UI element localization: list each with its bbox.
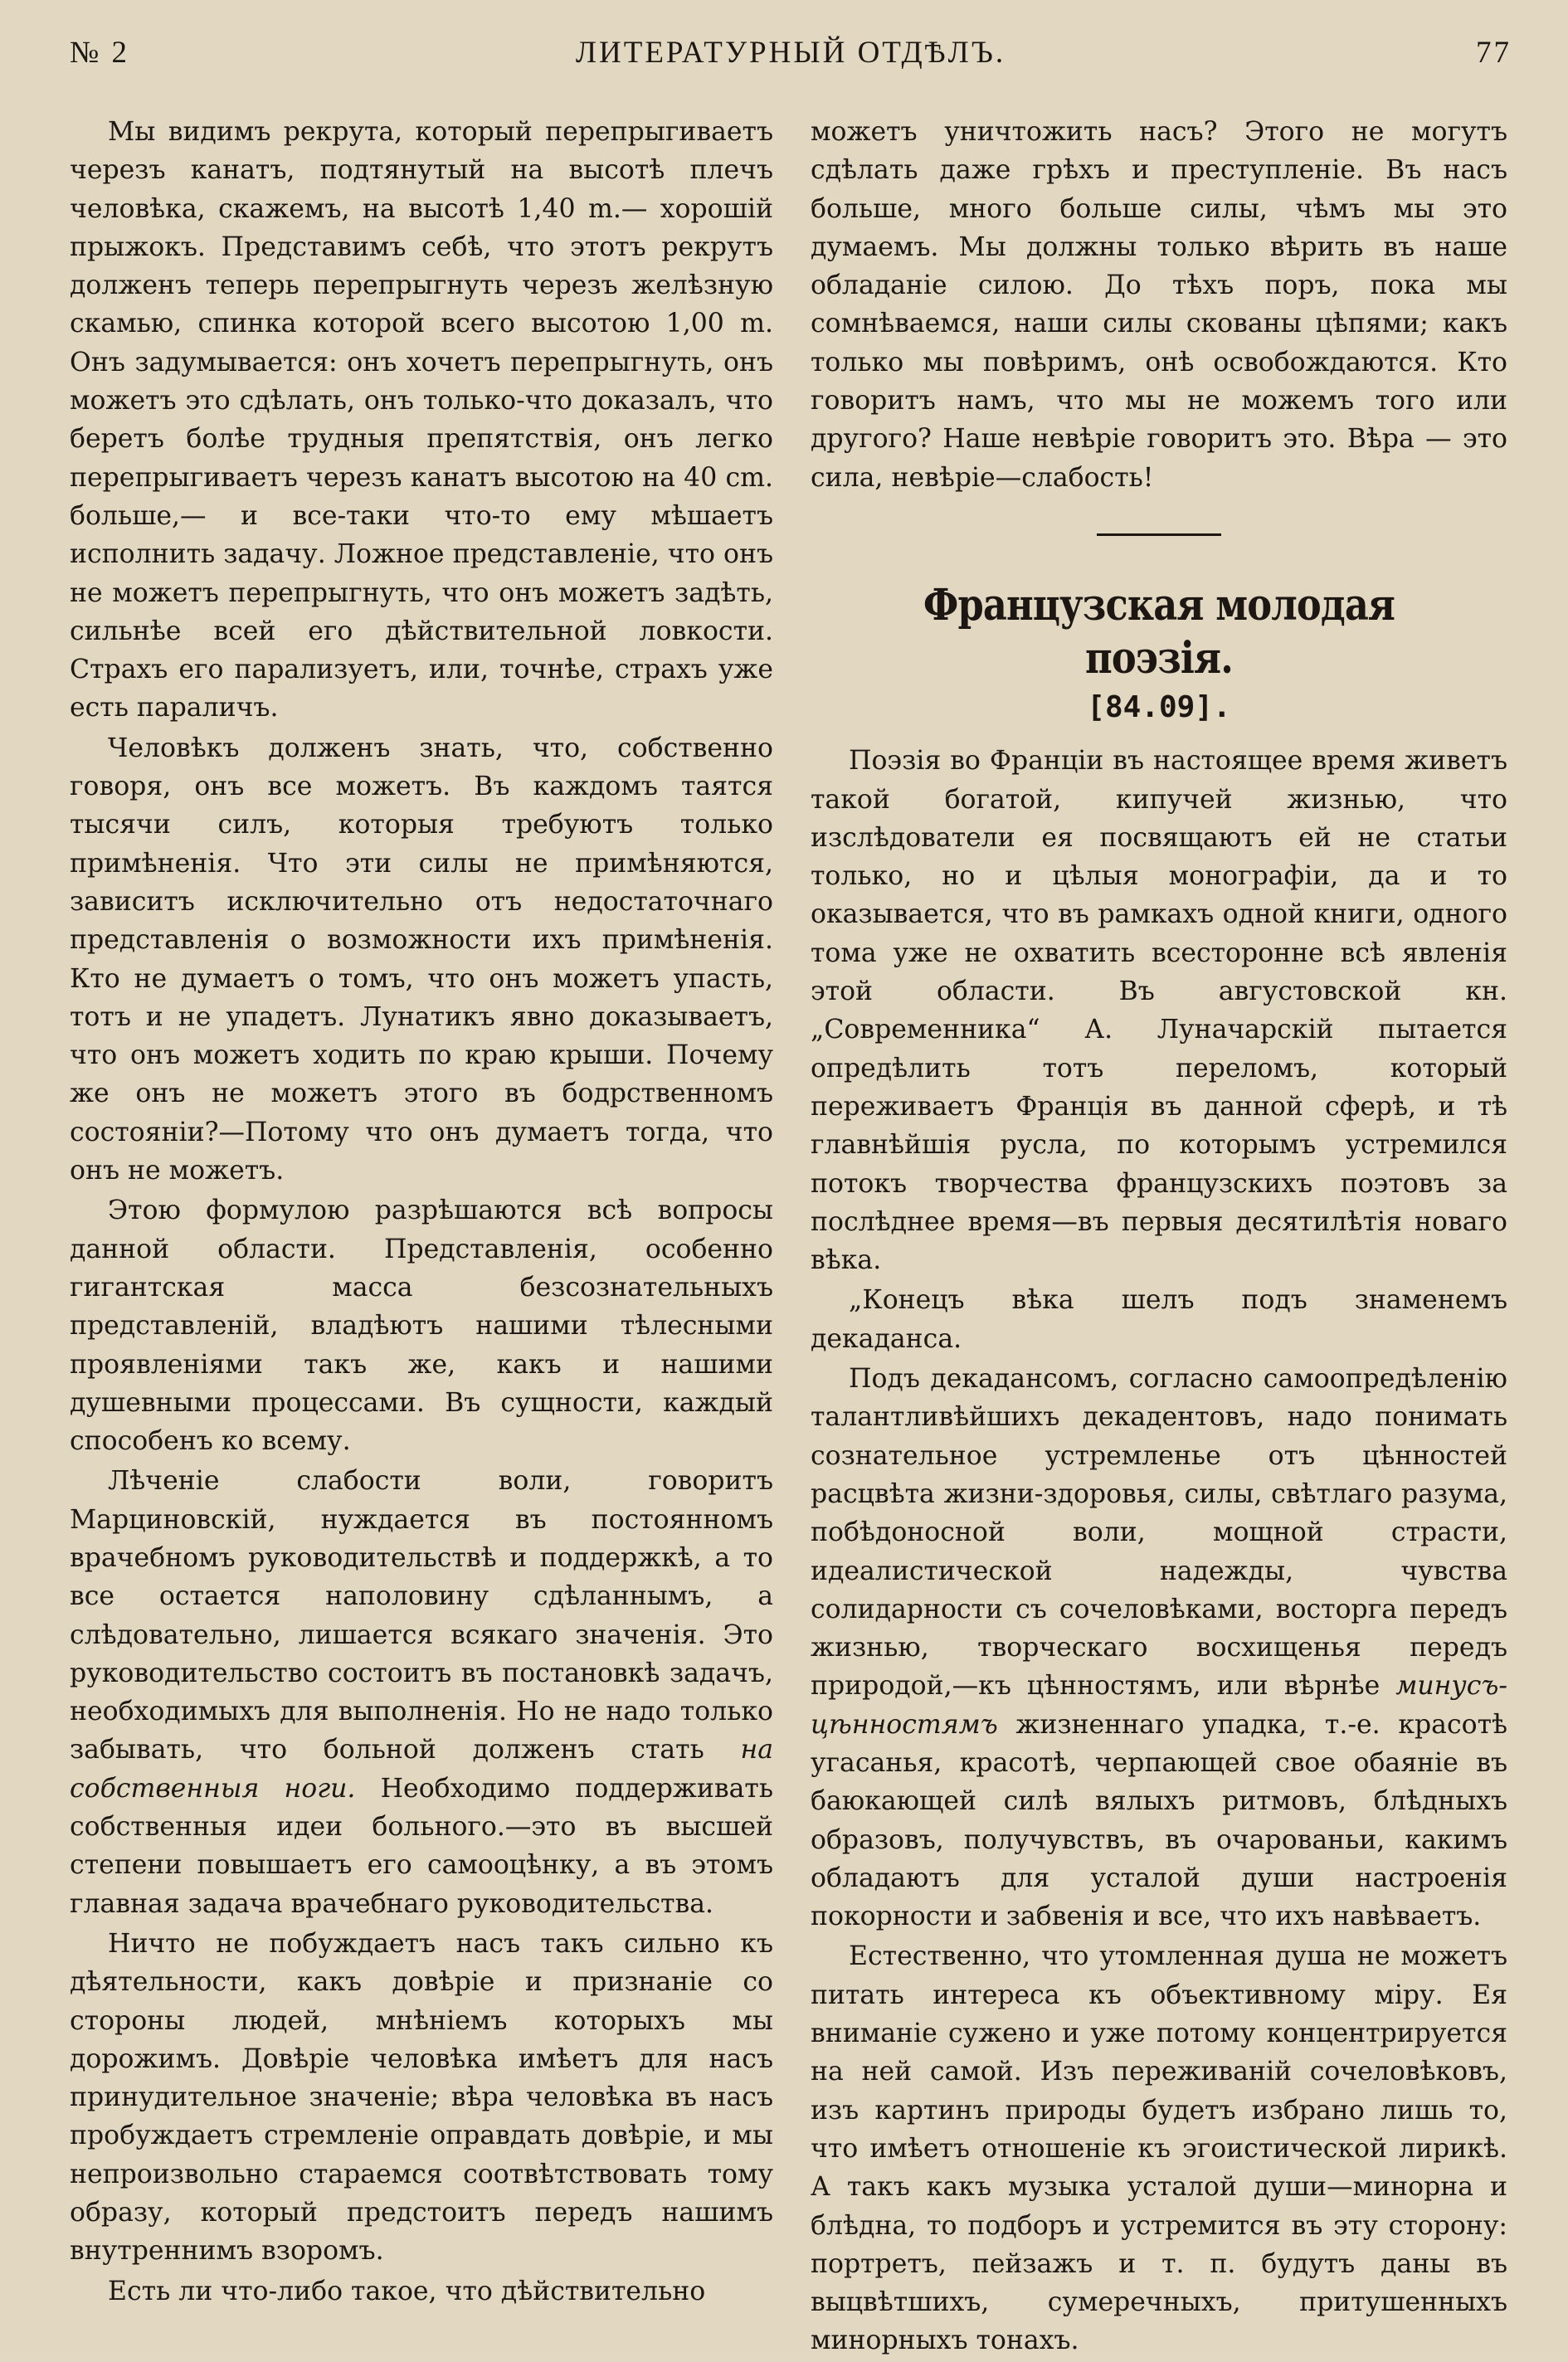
paragraph: Естественно, что утомленная душа не можетъ питать интереса къ объективному міру. Ея вниманіе сужено и уже потому концентрируется на ней самой. Изъ переживаній сочеловѣковъ, изъ картинъ природы будетъ избрано лишь то, что имѣетъ отношеніе къ эгоистической лирикѣ. А такъ какъ музыка усталой души—минорна и блѣдна, то подборъ и устремится въ эту сторону: портретъ, пейзажъ и т. п. будутъ даны въ выцвѣтшихъ, сумеречныхъ, притушенныхъ минорныхъ тонахъ.	[811, 1941, 1507, 2356]
paragraph: можетъ уничтожить насъ? Этого не могутъ сдѣлать даже грѣхъ и преступленіе. Въ насъ больше, много больше силы, чѣмъ мы это думаемъ. Мы должны только вѣрить въ наше обладаніе силою. До тѣхъ поръ, пока мы сомнѣваемся, наши силы скованы цѣпями; какъ только мы повѣримъ, онѣ освобождаются. Кто говоритъ намъ, что мы не можемъ того или другого? Наше невѣріе говоритъ это. Вѣра — это сила, невѣріе—слабость!	[811, 117, 1507, 493]
page-number: 77	[1476, 36, 1512, 70]
emphasis-text: на собственныя ноги.	[70, 1735, 773, 1804]
running-header	[70, 35, 1512, 76]
paragraph: „Конецъ вѣка шелъ подъ знаменемъ декаданса.	[811, 1285, 1507, 1354]
paragraph	[70, 1462, 773, 1923]
section-divider	[1097, 533, 1221, 536]
paragraph: Поэзія во Франціи въ настоящее время живетъ такой богатой, кипучей жизнью, что изслѣдователи ея посвящаютъ ей не статьи только, но и цѣлыя монографіи, да и то оказывается, что въ рамкахъ одной книги, одного тома уже не охватить всесторонне всѣ явленія этой области. Въ августовской кн. „Современника“ А. Луначарскій пытается опредѣлить тотъ переломъ, который переживаетъ Франція въ данной сферѣ, и тѣ главнѣйшія русла, по которымъ устремился потокъ творчества французскихъ поэтовъ за послѣднее время—въ первыя десятилѣтія новаго вѣка.	[811, 746, 1507, 1276]
paragraph: Этою формулою разрѣшаются всѣ вопросы данной области. Представленія, особенно гигантская масса безсознательныхъ представленій, владѣютъ нашими тѣлесными проявленіями такъ же, какъ и нашими душевными процессами. Въ сущности, каждый способенъ ко всему.	[70, 1196, 773, 1457]
paragraph-text: жизненнаго упадка, т.-е. красотѣ угасанья, красотѣ, черпающей свое обаяніе въ баюкающей силѣ вялыхъ ритмовъ, блѣдныхъ образовъ, получувствъ, въ очарованьи, какимъ обладаютъ для усталой души настроенія покорности и забвенія и все, что ихъ навѣваетъ.	[811, 1709, 1507, 1932]
paragraph: Ничто не побуждаетъ насъ такъ сильно къ дѣятельности, какъ довѣріе и признаніе со стороны людей, мнѣніемъ которыхъ мы дорожимъ. Довѣріе человѣка имѣетъ для насъ принудительное значеніе; вѣра человѣка въ насъ пробуждаетъ стремленіе оправдать довѣріе, и мы непроизвольно стараемся соотвѣтствовать тому образу, который предстоитъ передъ нашимъ внутреннимъ взоромъ.	[70, 1928, 773, 2267]
section-title: ЛИТЕРАТУРНЫЙ ОТДѢЛЪ.	[575, 36, 1006, 70]
paragraph-text: Подъ декадансомъ, согласно самоопредѣленію талантливѣйшихъ декадентовъ, надо понимать сознательное устремленье отъ цѣнностей расцвѣта жизни-здоровья, силы, свѣтлаго разума, побѣдоносной воли, мощной страсти, идеалистической надежды, чувства солидарности съ сочеловѣками, восторга передъ жизнью, творческаго восхищенья передъ природой,—къ цѣнностямъ, или вѣрнѣе	[811, 1364, 1507, 1702]
paragraph: Мы видимъ рекрута, который перепрыгиваетъ черезъ канатъ, подтянутый на высотѣ плечъ человѣка, скажемъ, на высотѣ 1,40 m.— хорошій прыжокъ. Представимъ себѣ, что этотъ рекрутъ долженъ теперь перепрыгнуть черезъ желѣзную скамью, спинка которой всего высотою 1,00 m. Онъ задумывается: онъ хочетъ перепрыгнуть, онъ можетъ это сдѣлать, онъ только-что доказалъ, что беретъ болѣе трудныя препятствія, онъ легко перепрыгиваетъ черезъ канатъ высотою на 40 cm. больше,— и все-таки что-то ему мѣшаетъ исполнить задачу. Ложное представленіе, что онъ не можетъ перепрыгнуть, что онъ можетъ задѣть, сильнѣе всей его дѣйствительной ловкости. Страхъ его парализуетъ, или, точнѣе, страхъ уже есть параличъ.	[70, 117, 773, 723]
right-column	[811, 113, 1507, 2362]
left-column	[70, 113, 773, 2312]
paragraph-text: Лѣченіе слабости воли, говоритъ Марциновскій, нуждается въ постоянномъ врачебномъ руководительствѣ и поддержкѣ, а то все остается наполовину сдѣланнымъ, а слѣдовательно, лишается всякаго значенія. Это руководительство состоитъ въ постановкѣ задачъ, необходимыхъ для выполненія. Но не надо только забывать, что больной долженъ стать	[70, 1466, 773, 1765]
emphasis-text: минусъ-цѣнностямъ	[811, 1671, 1507, 1740]
paragraph-text: Необходимо поддерживать собственныя идеи больного.—это въ высшей степени повышаетъ его самооцѣнку, а въ этомъ главная задача врачебнаго руководительства.	[70, 1773, 773, 1919]
paragraph: Человѣкъ долженъ знать, что, собственно говоря, онъ все можетъ. Въ каждомъ таятся тысячи силъ, которыя требуютъ только примѣненія. Что эти силы не примѣняются, зависитъ исключительно отъ недостаточнаго представленія о возможности ихъ примѣненія. Кто не думаетъ о томъ, что онъ можетъ упасть, тотъ и не упадетъ. Лунатикъ явно доказываетъ, что онъ можетъ ходить по краю крыши. Почему же онъ не можетъ этого въ бодрственномъ состояніи?—Потому что онъ думаетъ тогда, что онъ не можетъ.	[70, 733, 773, 1186]
paragraph: Есть ли что-либо такое, что дѣйствительно	[108, 2276, 706, 2306]
article-title: Французская молодая поэзія.	[923, 579, 1395, 684]
issue-number: № 2	[70, 36, 130, 70]
article-code: [84.09].	[1087, 689, 1231, 724]
paragraph	[811, 1360, 1507, 1936]
